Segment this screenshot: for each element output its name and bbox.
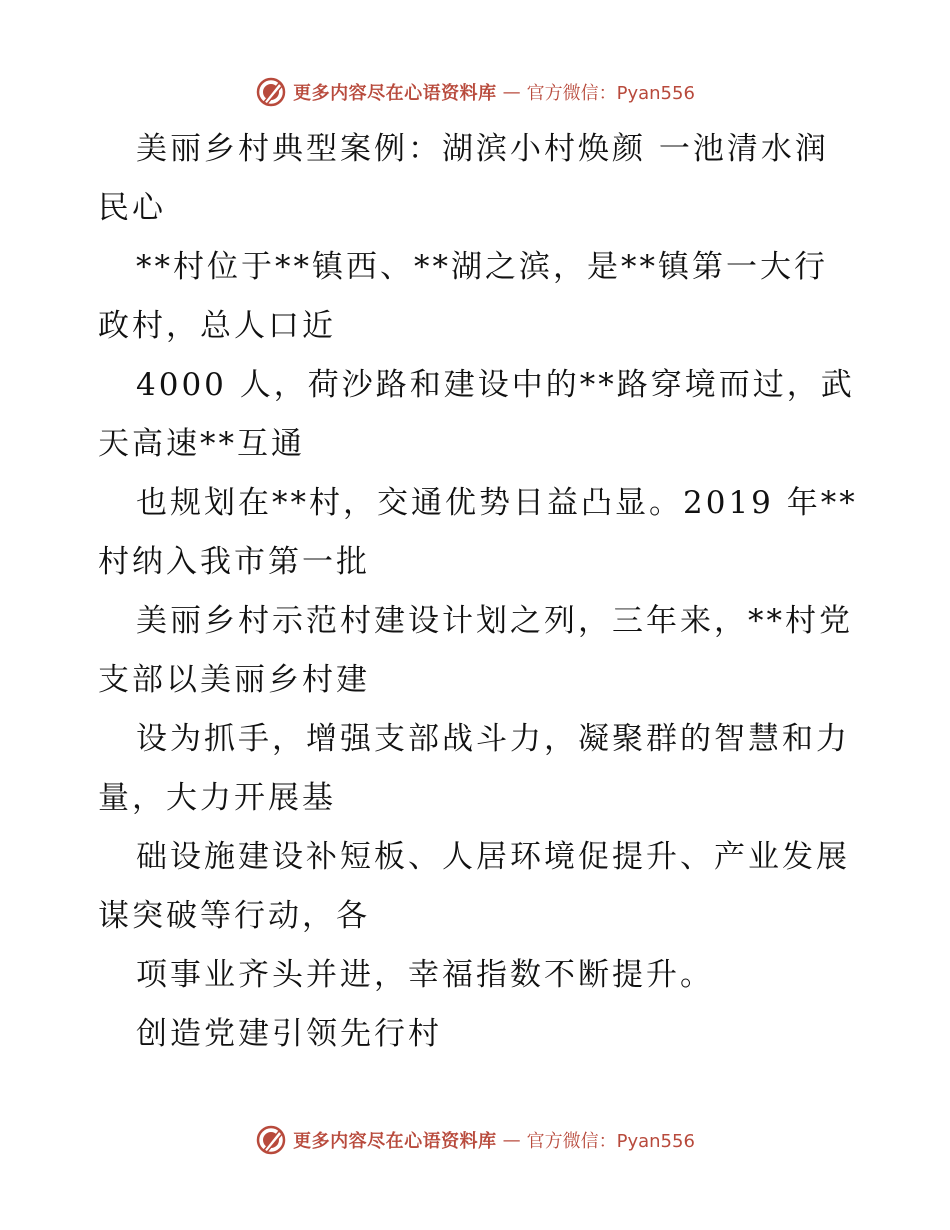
banner-slogan: 更多内容尽在心语资料库 (293, 1131, 497, 1152)
paragraph: 项事业齐头并进，幸福指数不断提升。 (136, 957, 714, 993)
banner-wechat-account: 官方微信：Pyan556 (526, 83, 695, 104)
paragraph: 础设施建设补短板、人居环境促提升、产业发展谋突破等行动，各 (98, 839, 850, 934)
pen-seal-icon (255, 1124, 287, 1156)
document-title: 美丽乡村典型案例：湖滨小村焕颜 一池清水润民心 (98, 131, 829, 226)
paragraph: 4000 人，荷沙路和建设中的**路穿境而过，武天高速**互通 (98, 367, 855, 462)
paragraph: 美丽乡村示范村建设计划之列，三年来，**村党支部以美丽乡村建 (98, 603, 853, 698)
banner-separator: — (502, 1129, 521, 1151)
banner-separator: — (502, 81, 521, 103)
footer-banner (0, 1120, 950, 1160)
header-banner (0, 72, 950, 112)
paragraph: **村位于**镇西、**湖之滨，是**镇第一大行政村，总人口近 (98, 249, 828, 344)
paragraph: 也规划在**村，交通优势日益凸显。2019 年**村纳入我市第一批 (98, 485, 858, 580)
paragraph: 设为抓手，增强支部战斗力，凝聚群的智慧和力量，大力开展基 (98, 721, 850, 816)
banner-slogan: 更多内容尽在心语资料库 (293, 83, 497, 104)
banner-wechat-account: 官方微信：Pyan556 (526, 1131, 695, 1152)
section-heading: 创造党建引领先行村 (136, 1016, 442, 1052)
document-body (98, 120, 858, 1064)
pen-seal-icon (255, 76, 287, 108)
